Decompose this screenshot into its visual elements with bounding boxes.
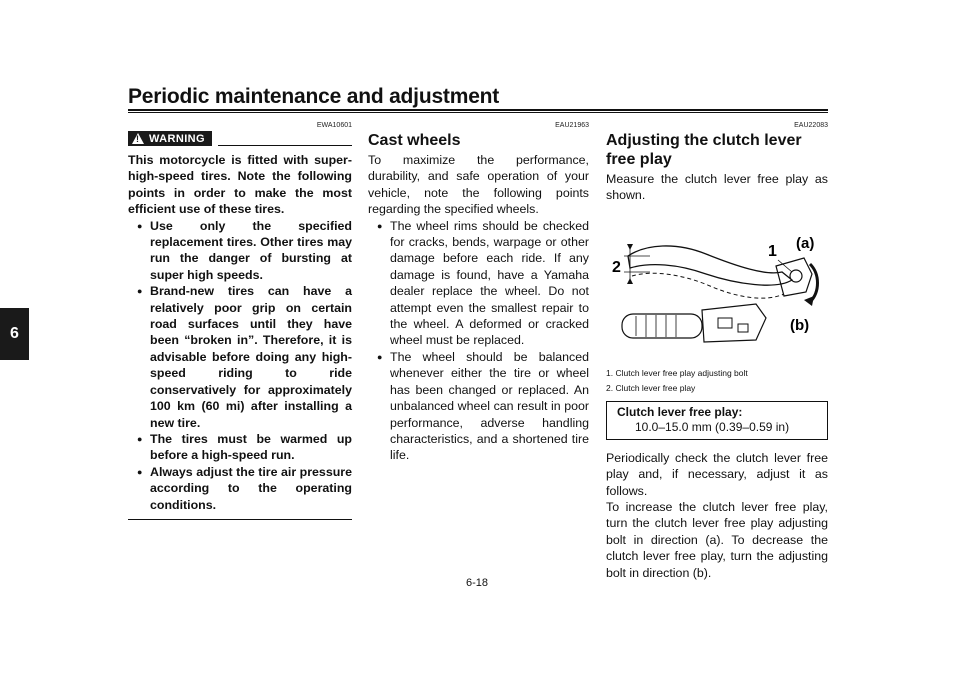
warning-section: [128, 122, 352, 520]
lever-perch: [776, 258, 812, 296]
figure-label-a: (a): [796, 234, 815, 252]
cast-wheels-list: [368, 218, 589, 464]
warning-header-rule: [218, 145, 352, 146]
switch-button: [718, 318, 732, 328]
warning-item: ● Use only the specified replacement tires. Other tires may run the danger of bursting at super high speeds.: [137, 218, 352, 284]
clutch-lever-figure: [606, 214, 828, 364]
dimension-arrow: [627, 278, 633, 284]
warning-item: ● Brand-new tires can have a relatively poor grip on certain road surfaces until they have been “broken in”. Therefore, it is advisable before doing any high-speed riding to ride conservatively for approximately 100 km (60 mi) after installing a new tire.: [137, 283, 352, 431]
warning-item: ● The tires must be warmed up before a high-speed run.: [137, 431, 352, 464]
figure-caption: 2. Clutch lever free play: [606, 382, 696, 393]
spec-box: [606, 401, 828, 440]
page-title: Periodic maintenance and adjustment: [128, 85, 500, 108]
clutch-lever-illustration: [606, 214, 828, 364]
figure-captions: [606, 366, 828, 396]
warning-badge: [128, 131, 212, 146]
warning-triangle-icon: [132, 133, 144, 144]
figure-label-1: 1: [768, 242, 777, 260]
cast-wheels-item: ● The wheel should be balanced whenever either the tire or wheel has been changed or replaced. An unbalanced wheel can result in poor performance, adverse handling characteristics, and a shortened tire life.: [377, 349, 589, 464]
clutch-para-1: Periodically check the clutch lever free play and, if necessary, adjust it as follows.: [606, 450, 828, 498]
warning-intro: This motorcycle is fitted with super-high-speed tires. Note the following points in order to make the most efficient use of these tires.: [128, 153, 352, 217]
warning-header: [128, 131, 352, 146]
cast-wheels-code: EAU21963: [555, 122, 589, 129]
figure-label-2: 2: [612, 258, 621, 276]
switch-button: [738, 324, 748, 332]
clutch-section: [606, 122, 828, 581]
warning-body: [128, 152, 352, 513]
dimension-arrow: [627, 244, 633, 250]
cast-wheels-intro: To maximize the performance, durability, and safe operation of your vehicle, note the following points regarding the specified wheels.: [368, 153, 589, 217]
cast-wheels-heading: Cast wheels: [368, 132, 461, 149]
page-number: 6-18: [466, 577, 489, 589]
figure-label-b: (b): [790, 316, 810, 334]
arrowhead: [804, 296, 814, 306]
cast-wheels-body: [368, 152, 589, 464]
cast-wheels-item: ● The wheel rims should be checked for cracks, bends, warpage or other damage before each ride. If any damage is found, have a Yamaha dealer replace the wheel. Do not attempt even the smallest repair to the wheel. A deformed or cracked wheel must be replaced.: [377, 218, 589, 349]
warning-item: ● Always adjust the tire air pressure according to the operating conditions.: [137, 464, 352, 513]
clutch-intro: Measure the clutch lever free play as shown.: [606, 172, 828, 203]
switch-housing: [702, 304, 766, 342]
title-rule: [128, 109, 828, 111]
warning-end-rule: [128, 519, 352, 520]
clutch-code: EAU22083: [794, 122, 828, 129]
warning-list: [128, 218, 352, 513]
handlebar-grip: [622, 314, 702, 338]
warning-code: EWA10601: [316, 122, 352, 129]
title-rule-thin: [128, 112, 828, 113]
clutch-heading: Adjusting the clutch lever free play: [606, 132, 802, 168]
clutch-instructions: [606, 450, 828, 581]
figure-caption: 1. Clutch lever free play adjusting bolt: [606, 367, 748, 378]
cast-wheels-section: [368, 122, 589, 464]
warning-label: WARNING: [149, 132, 205, 145]
spec-label: Clutch lever free play:: [617, 404, 743, 419]
clutch-lever-pulled-outline: [632, 273, 784, 298]
clutch-para-2: To increase the clutch lever free play, turn the clutch lever free play adjusting bolt in direction (a). To decrease the clutch lever free play, turn the adjusting bolt in direction (b).: [606, 500, 828, 580]
spec-value: 10.0–15.0 mm (0.39–0.59 in): [635, 419, 790, 434]
chapter-tab: 6: [0, 308, 29, 360]
